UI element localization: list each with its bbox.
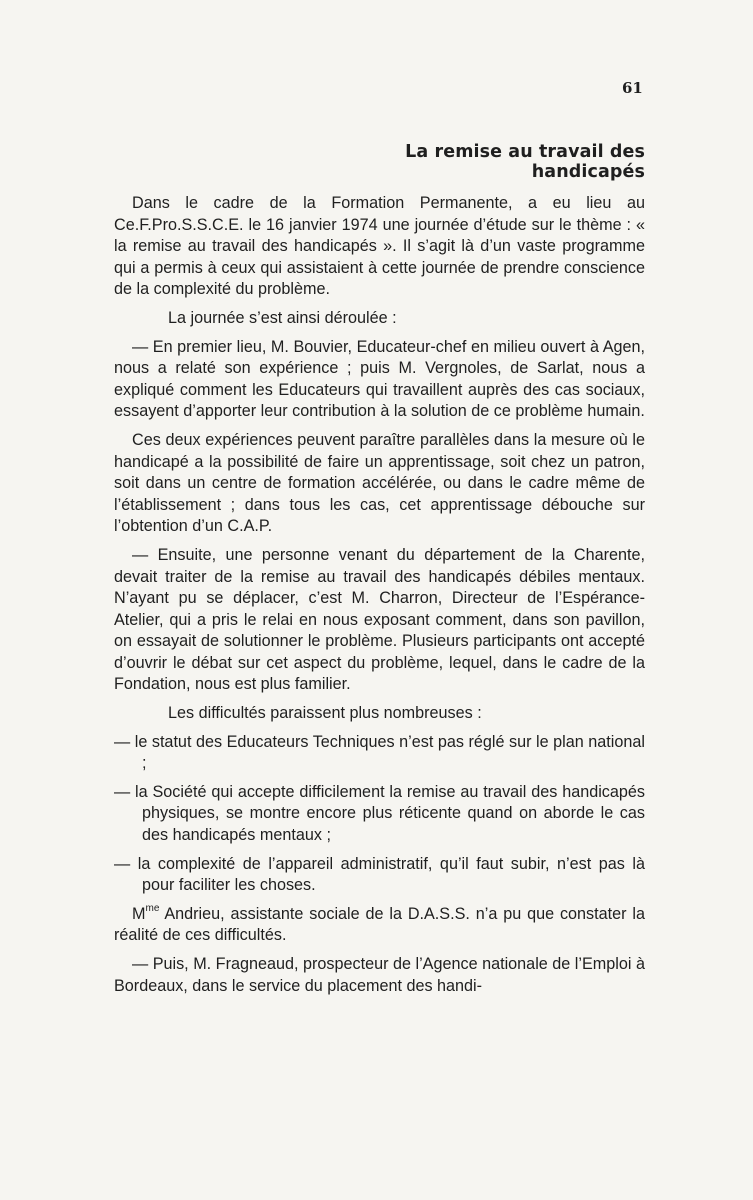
- list-item-statut: — le statut des Educateurs Techniques n’est pas réglé sur le plan national ;: [114, 732, 645, 773]
- article-body: [114, 193, 645, 1004]
- andrieu-title-m: M: [132, 904, 146, 923]
- paragraph-andrieu: [114, 904, 645, 947]
- paragraph-intro: Dans le cadre de la Formation Permanente, a eu lieu au Ce.F.Pro.S.S.C.E. le 16 janvier 1974 une journée d’étude sur le thème : « la remise au travail des handicapés ». Il s’agit là d’un vaste programme qui a permis à ceux qui assistaient à cette journée de prendre conscience de la complexité du problème.: [114, 194, 645, 299]
- andrieu-text: Andrieu, assistante sociale de la D.A.S.S. n’a pu que constater la réalité de ces difficultés.: [114, 904, 645, 945]
- paragraph-experiences: Ces deux expériences peuvent paraître parallèles dans la mesure où le handicapé a la possibilité de faire un apprentissage, soit chez un patron, soit dans un centre de formation accélérée, ou dans le cadre même de l’établissement ; dans tous les cas, cet apprentissage débouche sur l’obtention d’un C.A.P.: [114, 430, 645, 536]
- section-title: La remise au travail des handicapés: [405, 142, 645, 182]
- paragraph-agenda: La journée s’est ainsi déroulée :: [168, 308, 397, 327]
- paragraph-first-speakers: — En premier lieu, M. Bouvier, Educateur-chef en milieu ouvert à Agen, nous a relaté son expérience ; puis M. Vergnoles, de Sarlat, nous a expliqué comment les Educateurs qui travaillent auprès des cas sociaux, essayent d’apporter leur contribution à la solution de ce problème humain.: [114, 337, 645, 421]
- page-number: 61: [622, 79, 643, 97]
- list-item-administratif: — la complexité de l’appareil administratif, qu’il faut subir, n’est pas là pour faciliter les choses.: [114, 854, 645, 895]
- list-item-societe: — la Société qui accepte difficilement la remise au travail des handicapés physiques, se montre encore plus réticente quand on aborde le cas des handicapés mentaux ;: [114, 782, 645, 845]
- andrieu-title-me: me: [145, 902, 160, 914]
- paragraph-charente: — Ensuite, une personne venant du département de la Charente, devait traiter de la remise au travail des handicapés débiles mentaux. N’ayant pu se déplacer, c’est M. Charron, Directeur de l’Espérance-Atelier, qui a pris le relai en nous exposant comment, dans son pavillon, on essayait de solutionner le problème. Plusieurs participants ont accepté d’ouvrir le débat sur cet aspect du problème, lequel, dans le cadre de la Fondation, nous est plus familier.: [114, 545, 645, 694]
- paragraph-fragneaud: — Puis, M. Fragneaud, prospecteur de l’Agence nationale de l’Emploi à Bordeaux, dans le service du placement des handi-: [114, 955, 645, 995]
- paragraph-difficulties: Les difficultés paraissent plus nombreuses :: [168, 704, 482, 723]
